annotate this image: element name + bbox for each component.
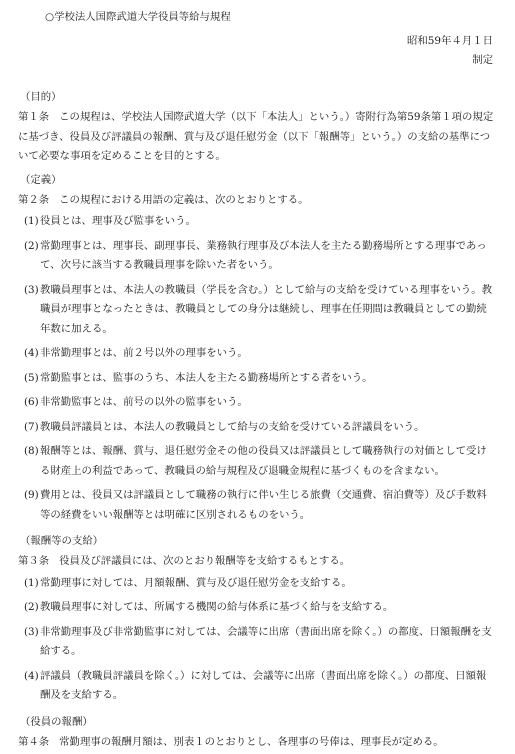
- article-paragraph: [0, 108, 515, 167]
- section-heading: （報酬等の支給）: [20, 535, 104, 547]
- article-text: この規程は、学校法人国際武道大学（以下「本法人」という。）寄附行為第59条第１項の規定に基づき、役員及び評議員の報酬、賞与及び退任慰労金（以下「報酬等」という。）の支給の基準について必要な事項を定めることを目的とする。: [18, 111, 494, 162]
- item-number: (1): [24, 215, 39, 227]
- item-text: 教職員評議員とは、本法人の教職員として給与の支給を受けている評議員をいう。: [40, 420, 425, 433]
- section-heading: （役員の報酬）: [20, 715, 93, 728]
- item-text: 常勤監事とは、監事のうち、本法人を主たる勤務場所とする者をいう。: [40, 371, 373, 384]
- item-text: 評議員（教職員評議員を除く。）に対しては、会議等に出席（書面出席を除く。）の都度、日額報酬及を支給する。: [40, 669, 487, 701]
- article-paragraph: [0, 191, 515, 211]
- item-number: (1): [24, 576, 39, 589]
- item-number: (4): [24, 669, 39, 682]
- list-item: [0, 212, 515, 232]
- list-item: [0, 369, 515, 389]
- item-text: 教職員理事に対しては、所属する機関の給与体系に基づく給与を支給する。: [40, 601, 394, 613]
- section-heading: （定義）: [20, 173, 62, 186]
- list-item: [0, 486, 515, 525]
- list-item: [0, 418, 515, 438]
- list-item: [0, 667, 515, 706]
- item-text: 非常勤理事及び非常勤監事に対しては、会議等に出席（書面出席を除く。）の都度、日額報酬を支給する。: [40, 625, 492, 657]
- item-text: 教職員理事とは、本法人の教職員（学長を含む。）として給与の支給を受けている理事をいう。教職員が理事となったときは、教職員としての身分は継続し、理事在任期間は教職員としての勤続年数に加える。: [40, 283, 492, 335]
- item-text: 常勤理事とは、理事長、副理事長、業務執行理事及び本法人を主たる勤務場所とする理事であって、次号に該当する教職員理事を除いた者をいう。: [40, 239, 487, 271]
- item-text: 報酬等とは、報酬、賞与、退任慰労金その他の役員又は評議員として職務執行の対価として受ける財産上の利益であって、教職員の給与規程及び退職金規程に基づくものを含まない。: [40, 445, 487, 477]
- item-text: 役員とは、理事及び監事をいう。: [40, 215, 196, 227]
- item-number: (3): [24, 283, 39, 296]
- document-body: [0, 86, 515, 754]
- list-item: [0, 623, 515, 662]
- article-text: 常勤理事の報酬月額は、別表１のとおりとし、各理事の号俸は、理事長が定める。: [59, 735, 444, 748]
- item-number: (8): [24, 445, 39, 457]
- list-item: [0, 237, 515, 276]
- list-item: [0, 281, 515, 340]
- item-number: (4): [24, 347, 39, 359]
- enactment-date: 昭和59年４月１日: [407, 35, 493, 47]
- item-text: 常勤理事に対しては、月額報酬、賞与及び退任慰労金を支給する。: [40, 576, 352, 589]
- article-paragraph: [0, 552, 515, 572]
- item-text: 費用とは、役員又は評議員として職務の執行に伴い生じる旅費（交通費、宿泊費等）及び手数料等の経費をいい報酬等とは明確に区別されるものをいう。: [40, 489, 487, 521]
- item-number: (2): [24, 601, 39, 613]
- item-number: (9): [24, 489, 39, 501]
- list-item: [0, 598, 515, 618]
- article-number: 第２条: [18, 193, 50, 206]
- article-number: 第４条: [18, 735, 50, 748]
- document-title: ○学校法人国際武道大学役員等給与規程: [45, 11, 231, 23]
- list-item: [0, 442, 515, 481]
- item-text: 非常勤理事とは、前２号以外の理事をいう。: [40, 347, 248, 359]
- list-item: [0, 574, 515, 594]
- item-number: (2): [24, 239, 39, 252]
- enactment-label: 制定: [472, 54, 493, 66]
- item-number: (5): [24, 371, 39, 384]
- item-number: (7): [24, 420, 39, 433]
- article-paragraph: [0, 733, 515, 753]
- list-item: [0, 344, 515, 364]
- item-number: (3): [24, 625, 39, 638]
- article-text: 役員及び評議員には、次のとおり報酬等を支給するもとする。: [59, 555, 351, 567]
- article-number: 第３条: [18, 555, 50, 567]
- list-item: [0, 393, 515, 413]
- item-text: 非常勤監事とは、前号の以外の監事をいう。: [40, 396, 248, 408]
- item-number: (6): [24, 396, 39, 408]
- section-heading: （目的）: [20, 91, 62, 103]
- article-text: この規程における用語の定義は、次のとおりとする。: [59, 193, 309, 206]
- article-number: 第１条: [18, 111, 50, 123]
